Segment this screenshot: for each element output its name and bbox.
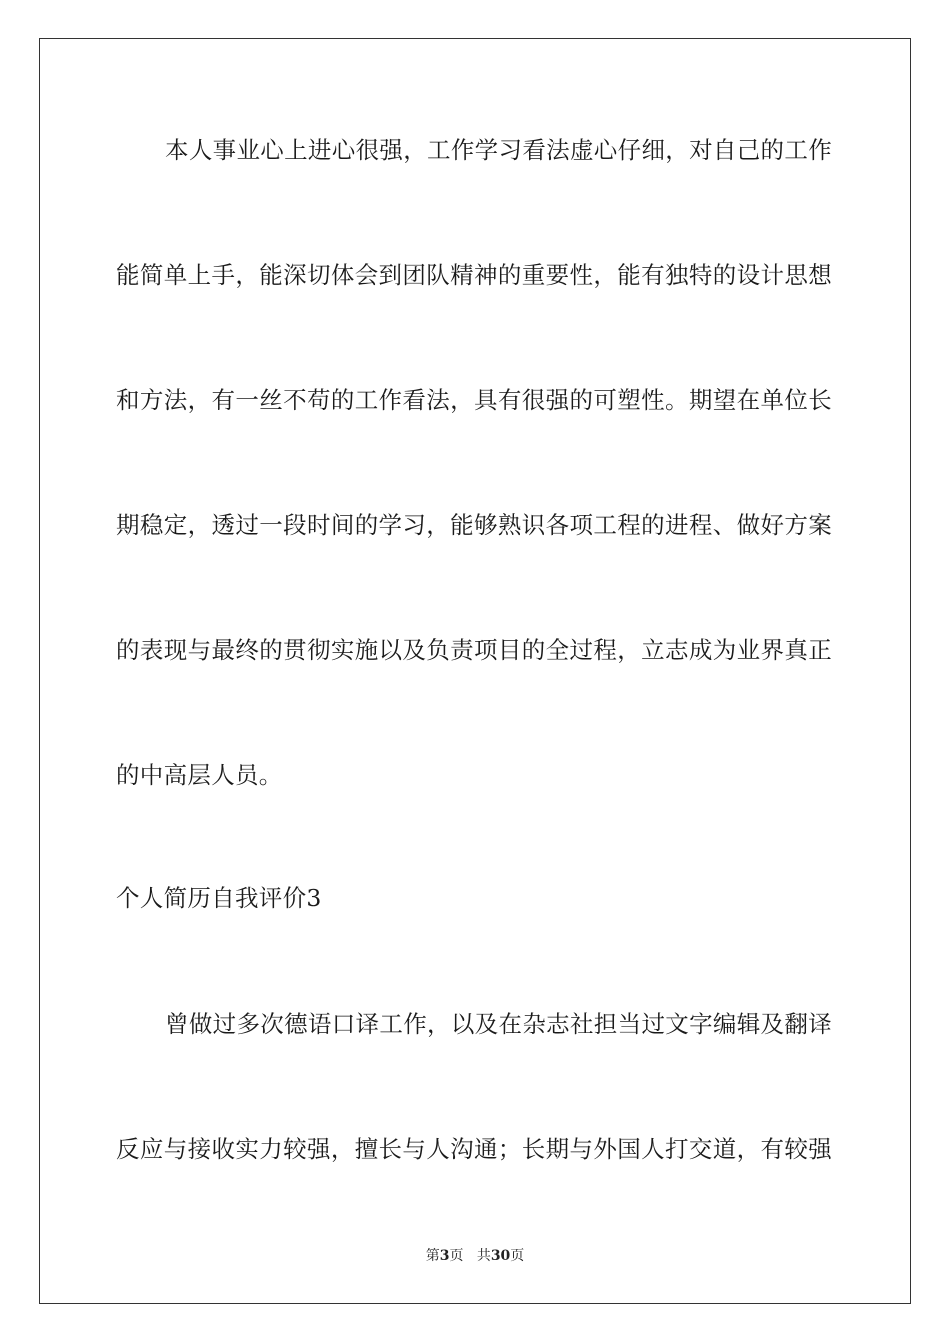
paragraph-line-2: 能简单上手，能深切体会到团队精神的重要性，能有独特的设计思想	[116, 261, 832, 289]
total-prefix: 共	[476, 1248, 491, 1264]
paragraph-line-3: 和方法，有一丝不苟的工作看法，具有很强的可塑性。期望在单位长	[116, 386, 832, 414]
paragraph-line-1: 本人事业心上进心很强，工作学习看法虚心仔细，对自己的工作	[165, 136, 832, 164]
page-number: 3	[439, 1248, 450, 1264]
page-footer	[0, 1246, 950, 1266]
page-prefix: 第	[425, 1248, 440, 1264]
page-frame	[39, 38, 911, 1304]
paragraph2-line-1: 曾做过多次德语口译工作，以及在杂志社担当过文字编辑及翻译	[165, 1010, 832, 1038]
paragraph-line-4: 期稳定，透过一段时间的学习，能够熟识各项工程的进程、做好方案	[116, 511, 832, 539]
total-suffix: 页	[510, 1248, 525, 1264]
section-title: 个人简历自我评价3	[116, 884, 322, 912]
paragraph2-line-2: 反应与接收实力较强，擅长与人沟通；长期与外国人打交道，有较强	[116, 1135, 832, 1163]
paragraph-line-6: 的中高层人员。	[116, 761, 283, 789]
page-suffix: 页	[449, 1248, 464, 1264]
paragraph-line-5: 的表现与最终的贯彻实施以及负责项目的全过程，立志成为业界真正	[116, 636, 832, 664]
total-pages: 30	[490, 1248, 511, 1264]
